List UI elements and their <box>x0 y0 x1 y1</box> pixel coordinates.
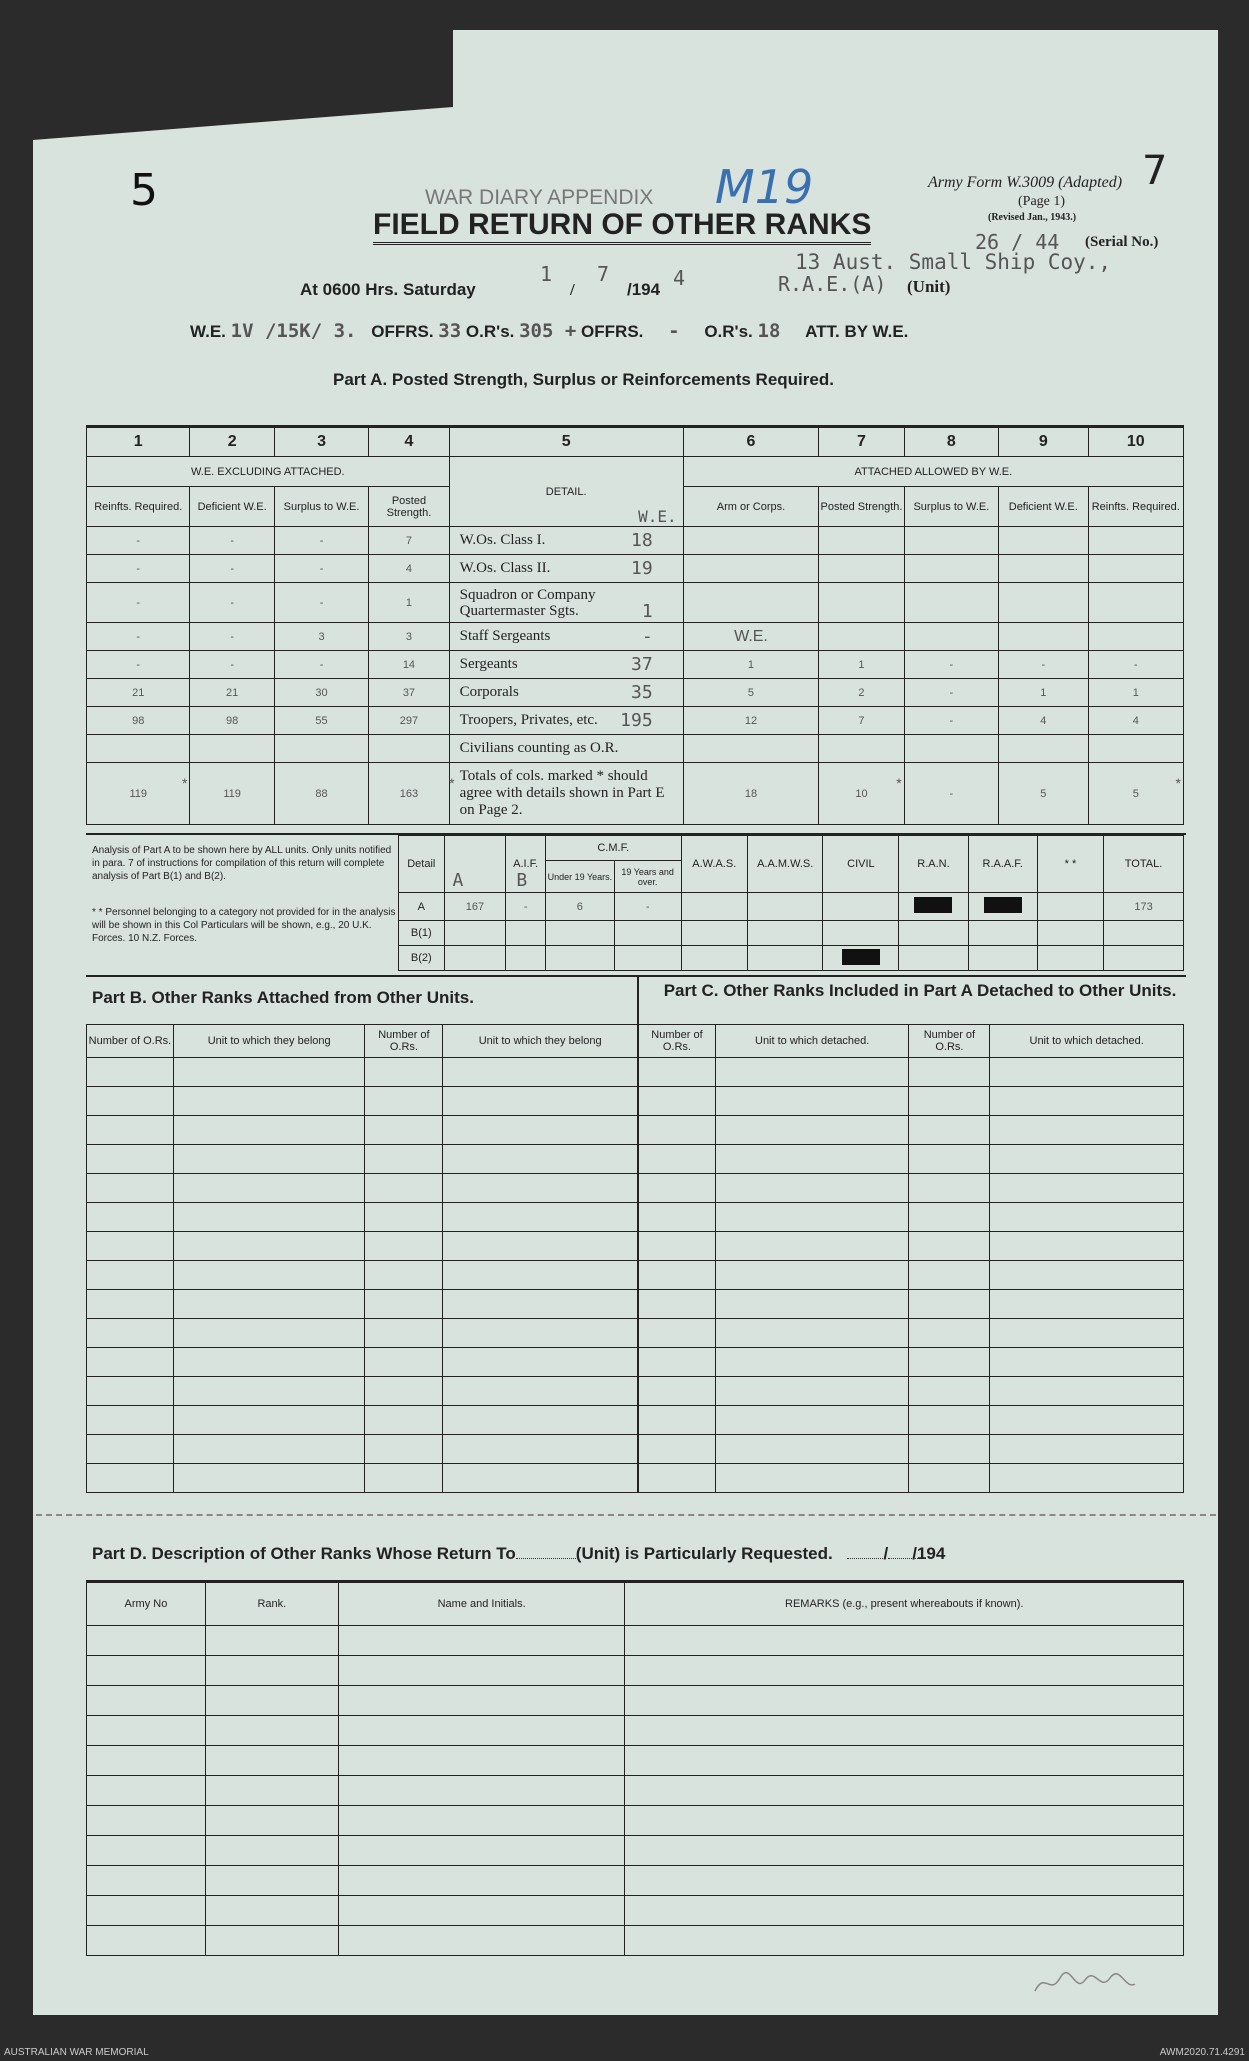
perforation-line <box>36 1514 1216 1516</box>
detail-cell <box>449 583 683 623</box>
total-cell <box>369 763 455 825</box>
cell: - <box>190 623 274 651</box>
cell <box>904 623 998 651</box>
cell: - <box>190 583 274 623</box>
cell <box>1088 555 1184 583</box>
cell: - <box>999 651 1088 679</box>
total-cell <box>819 763 904 825</box>
year-digit: 4 <box>673 266 686 290</box>
detail-label: Staff Sergeants <box>459 628 551 644</box>
col-header: Rank. <box>205 1582 338 1626</box>
part-c-title: Part C. Other Ranks Included in Part A Detached to Other Units. <box>663 981 1177 1000</box>
analysis-note-1: Analysis of Part A to be shown here by ALL units. Only units notified in para. 7 of instructions for compilation of this return will complete analysis of Part B(1) and B(2). <box>92 845 392 882</box>
redaction <box>823 946 899 971</box>
cell: 1 <box>999 679 1088 707</box>
row-label: A <box>399 893 445 921</box>
total-cell: - <box>904 763 998 825</box>
analysis-table <box>398 835 1184 971</box>
rule <box>86 833 1186 835</box>
col-number: 7 <box>819 427 904 457</box>
col-number: 8 <box>904 427 998 457</box>
cell: 1 <box>1088 679 1184 707</box>
appendix-number: M19 <box>715 160 814 214</box>
cell: - <box>274 527 368 555</box>
cell: 297 <box>369 707 449 735</box>
col-number: 3 <box>274 427 368 457</box>
star-mark: * <box>896 775 902 791</box>
page-label: (Page 1) <box>1018 194 1066 209</box>
we-cell: 1 <box>641 601 653 622</box>
table-row <box>87 583 1184 623</box>
col-header: Unit to which they belong <box>443 1025 638 1058</box>
row-label: B(2) <box>399 946 445 971</box>
col-number: 6 <box>683 427 819 457</box>
left-group-header: W.E. EXCLUDING ATTACHED. <box>87 457 450 487</box>
analysis-row <box>399 893 1184 921</box>
analysis-header <box>506 836 546 893</box>
redaction <box>968 893 1037 921</box>
col-header: Name and Initials. <box>338 1582 625 1626</box>
analysis-header <box>444 836 506 893</box>
we-line <box>190 320 908 342</box>
unit-label: (Unit) <box>907 277 951 296</box>
total-value: 5 <box>1132 787 1139 800</box>
cell: - <box>274 651 368 679</box>
cell: - <box>190 527 274 555</box>
analysis-header: A.W.A.S. <box>681 836 747 893</box>
right-col-header: Reinfts. Required. <box>1088 487 1184 527</box>
month-value: 7 <box>597 262 610 286</box>
table-row <box>87 707 1184 735</box>
left-col-header: Surplus to W.E. <box>274 487 368 527</box>
analysis-header: * * <box>1037 836 1103 893</box>
analysis-header: CIVIL <box>823 836 899 893</box>
cell: - <box>190 651 274 679</box>
cell <box>1088 583 1184 623</box>
total-value: 119 <box>129 787 147 800</box>
analysis-row <box>399 921 1184 946</box>
we-cell: 195 <box>620 710 653 731</box>
analysis-header: Detail <box>399 836 445 893</box>
col-header: Army No <box>87 1582 206 1626</box>
cell: - <box>87 651 190 679</box>
offrs2-value: - <box>668 320 680 342</box>
cell: 173 <box>1104 893 1184 921</box>
col-header: REMARKS (e.g., present whereabouts if known). <box>625 1582 1184 1626</box>
detail-label: Civilians counting as O.R. <box>449 735 683 763</box>
total-value: 10 <box>855 787 868 800</box>
we-cell: 19 <box>631 558 653 579</box>
analysis-header: Under 19 Years. <box>545 861 614 893</box>
we-cell: 37 <box>631 654 653 675</box>
right-col-header: Posted Strength. <box>819 487 904 527</box>
right-col-header: Surplus to W.E. <box>904 487 998 527</box>
cell: - <box>87 583 190 623</box>
col-header: Unit to which detached. <box>990 1025 1184 1058</box>
typed-a: A <box>452 870 464 891</box>
signature-scribble <box>1030 1966 1140 2000</box>
unit-typed-2: R.A.E.(A) <box>778 272 887 296</box>
detail-cell <box>449 651 683 679</box>
aif-label: A.I.F. <box>513 858 539 870</box>
analysis-header: C.M.F. <box>545 836 681 861</box>
detail-cell <box>449 707 683 735</box>
footer-left: AUSTRALIAN WAR MEMORIAL <box>4 2047 149 2058</box>
we-label: W.E. <box>190 322 226 341</box>
col-header: Number of O.Rs. <box>87 1025 174 1058</box>
col-number: 1 <box>87 427 190 457</box>
part-c-table <box>638 1024 1184 1493</box>
cell: 12 <box>683 707 819 735</box>
table-row <box>87 679 1184 707</box>
part-a-title: Part A. Posted Strength, Surplus or Reinforcements Required. <box>333 370 834 389</box>
form-title: FIELD RETURN OF OTHER RANKS <box>373 208 871 245</box>
unit-typed-1: 13 Aust. Small Ship Coy., <box>795 250 1112 274</box>
detail-label: W.Os. Class I. <box>459 532 546 548</box>
cell: 1 <box>369 583 449 623</box>
cell <box>999 527 1088 555</box>
cell <box>819 583 904 623</box>
detail-label: Sergeants <box>459 656 518 672</box>
ors-value: 305 + <box>519 320 577 342</box>
time-line: At 0600 Hrs. Saturday <box>300 280 476 299</box>
part-b-table <box>86 1024 638 1493</box>
cell <box>904 555 998 583</box>
analysis-header: R.A.A.F. <box>968 836 1037 893</box>
cell: 2 <box>819 679 904 707</box>
table-row <box>87 735 1184 763</box>
star-mark: * <box>1175 775 1181 791</box>
form-mark: 7 <box>1142 148 1168 194</box>
offrs-label: OFFRS. <box>371 322 434 341</box>
we-cell: - <box>641 626 653 647</box>
col-number: 5 <box>449 427 683 457</box>
we-cell: 35 <box>631 682 653 703</box>
we-cell: 18 <box>631 530 653 551</box>
att-label: ATT. BY W.E. <box>805 322 909 341</box>
cell: W.E. <box>683 623 819 651</box>
analysis-header: TOTAL. <box>1104 836 1184 893</box>
divider <box>637 975 639 1487</box>
analysis-header: 19 Years and over. <box>614 861 681 893</box>
cell: - <box>87 555 190 583</box>
cell: - <box>87 527 190 555</box>
part-d-title: Part D. Description of Other Ranks Whose Return To (Unit) is Particularly Requested. / /194 <box>92 1544 946 1563</box>
cell: 55 <box>274 707 368 735</box>
cell: 167 <box>444 893 506 921</box>
right-group-header: ATTACHED ALLOWED BY W.E. <box>683 457 1183 487</box>
rule <box>86 975 1186 977</box>
cell <box>1088 623 1184 651</box>
part-d-date: /194 <box>912 1544 946 1563</box>
star-mark: * <box>449 775 455 791</box>
col-header: Number of O.Rs. <box>365 1025 443 1058</box>
revised-label: (Revised Jan., 1943.) <box>988 212 1077 223</box>
col-number: 2 <box>190 427 274 457</box>
cell: 1 <box>819 651 904 679</box>
cell: 5 <box>683 679 819 707</box>
detail-label: Corporals <box>459 684 519 700</box>
offrs2-label: OFFRS. <box>581 322 644 341</box>
analysis-row <box>399 946 1184 971</box>
right-col-header: Deficient W.E. <box>999 487 1088 527</box>
date-sep: / <box>570 280 575 299</box>
redaction <box>899 893 968 921</box>
cell <box>819 527 904 555</box>
cell: - <box>904 651 998 679</box>
cell: 6 <box>545 893 614 921</box>
cell: 4 <box>1088 707 1184 735</box>
part-a-table <box>86 425 1184 825</box>
cell <box>819 623 904 651</box>
cell <box>999 555 1088 583</box>
archive-footer <box>0 2045 1249 2061</box>
part-b-title: Part B. Other Ranks Attached from Other Units. <box>92 988 474 1007</box>
left-col-header: Reinfts. Required. <box>87 487 190 527</box>
part-d-table <box>86 1580 1184 1956</box>
total-cell <box>1088 763 1184 825</box>
cell: 3 <box>369 623 449 651</box>
col-number: 10 <box>1088 427 1184 457</box>
cell: - <box>506 893 546 921</box>
cell: 30 <box>274 679 368 707</box>
detail-header <box>449 457 683 527</box>
cell: - <box>904 707 998 735</box>
war-diary-label: WAR DIARY APPENDIX <box>425 186 654 209</box>
table-row <box>87 555 1184 583</box>
cell <box>819 555 904 583</box>
analysis-header: R.A.N. <box>899 836 968 893</box>
part-d-title-b: (Unit) is Particularly Requested. <box>575 1544 833 1563</box>
analysis-note-2: * * Personnel belonging to a category not provided for in the analysis will be shown in this Col Particulars will be shown, e.g., 20 U.K. Forces. 10 N.Z. Forces. <box>92 907 396 944</box>
cell: 21 <box>190 679 274 707</box>
cell: - <box>1088 651 1184 679</box>
row-label: B(1) <box>399 921 445 946</box>
col-header: Unit to which detached. <box>715 1025 909 1058</box>
left-col-header: Posted Strength. <box>369 487 449 527</box>
col-number-row <box>87 427 1184 457</box>
cell <box>999 623 1088 651</box>
left-col-header: Deficient W.E. <box>190 487 274 527</box>
part-d-title-a: Part D. Description of Other Ranks Whose Return To <box>92 1544 516 1563</box>
analysis-header: A.A.M.W.S. <box>747 836 822 893</box>
star-mark: * <box>182 775 188 791</box>
cell <box>683 527 819 555</box>
table-row <box>87 623 1184 651</box>
col-header: Unit to which they belong <box>173 1025 365 1058</box>
year-prefix: /194 <box>627 280 661 299</box>
totals-detail: Totals of cols. marked * should agree with details shown in Part E on Page 2. <box>449 763 683 825</box>
footer-right: AWM2020.71.4291 <box>1159 2047 1245 2058</box>
page-mark: 5 <box>130 165 158 216</box>
total-cell: 18 <box>683 763 819 825</box>
detail-label: W.Os. Class II. <box>459 560 551 576</box>
we-value: 1V /15K/ 3. <box>230 320 357 342</box>
detail-cell <box>449 555 683 583</box>
right-col-header: Arm or Corps. <box>683 487 819 527</box>
col-header: Number of O.Rs. <box>909 1025 990 1058</box>
ors2-label: O.R's. <box>704 322 753 341</box>
col-number: 9 <box>999 427 1088 457</box>
cell: - <box>274 555 368 583</box>
table-row <box>87 527 1184 555</box>
total-value: 163 <box>399 787 419 800</box>
cell: 98 <box>87 707 190 735</box>
detail-label: Troopers, Privates, etc. <box>459 712 598 728</box>
cell: 14 <box>369 651 449 679</box>
cell: 3 <box>274 623 368 651</box>
we-typed: W.E. <box>638 507 677 526</box>
cell: 4 <box>999 707 1088 735</box>
day-value: 1 <box>540 262 553 286</box>
cell: 21 <box>87 679 190 707</box>
cell: - <box>87 623 190 651</box>
total-cell <box>87 763 190 825</box>
typed-b: B <box>516 870 528 891</box>
cell: 98 <box>190 707 274 735</box>
cell: 4 <box>369 555 449 583</box>
detail-cell <box>449 623 683 651</box>
detail-label: Squadron or Company Quartermaster Sgts. <box>459 586 596 619</box>
totals-row <box>87 763 1184 825</box>
cell <box>904 583 998 623</box>
ors2-value: 18 <box>757 320 781 342</box>
cell: 7 <box>369 527 449 555</box>
cell: - <box>904 679 998 707</box>
cell <box>683 583 819 623</box>
table-row <box>87 651 1184 679</box>
cell: 1 <box>683 651 819 679</box>
army-form-label: Army Form W.3009 (Adapted) <box>928 174 1123 191</box>
cell: - <box>274 583 368 623</box>
detail-header-label: DETAIL. <box>545 485 587 498</box>
serial-label: (Serial No.) <box>1085 234 1159 250</box>
detail-cell <box>449 679 683 707</box>
cell <box>999 583 1088 623</box>
cell: - <box>190 555 274 583</box>
total-cell: 119 <box>190 763 274 825</box>
offrs-value: 33 <box>438 320 462 342</box>
detail-cell <box>449 527 683 555</box>
cell: 37 <box>369 679 449 707</box>
serial-value: 26 / 44 <box>975 230 1060 254</box>
cell: 7 <box>819 707 904 735</box>
total-cell: 88 <box>274 763 368 825</box>
total-cell: 5 <box>999 763 1088 825</box>
cell <box>904 527 998 555</box>
cell <box>683 555 819 583</box>
col-number: 4 <box>369 427 449 457</box>
ors-label: O.R's. <box>465 322 515 341</box>
cell: - <box>614 893 681 921</box>
col-header: Number of O.Rs. <box>639 1025 716 1058</box>
cell <box>1088 527 1184 555</box>
